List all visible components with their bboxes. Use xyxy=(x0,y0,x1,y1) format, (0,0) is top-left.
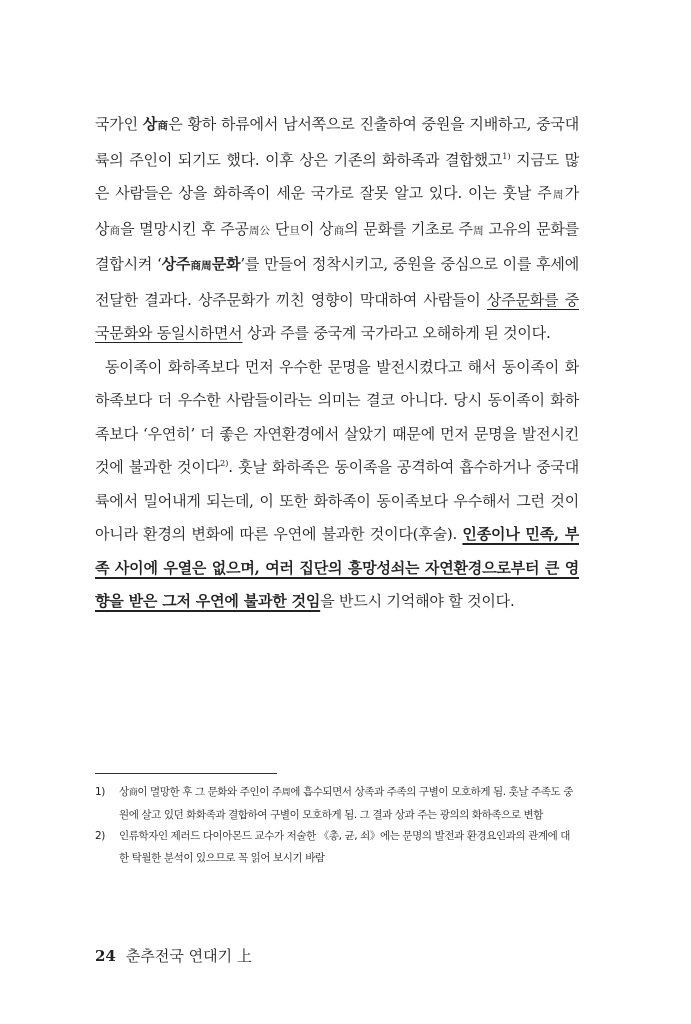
footnote-number: 1) xyxy=(95,786,105,798)
footnote-2 xyxy=(95,826,579,869)
shangzhou-culture-term: 상주商周문화 xyxy=(161,255,241,273)
running-title: 춘추전국 연대기 上 xyxy=(125,947,252,965)
footnotes xyxy=(95,782,579,869)
main-text xyxy=(95,108,579,619)
page-footer xyxy=(95,945,252,966)
footnote-text: 상商이 멸망한 후 그 문화와 주인이 주周에 흡수되면서 상족과 주족의 구별이 모호하게 됨. 훗날 주족도 중원에 살고 있던 화화족과 결합하여 구별이 모호하게 됨. 그 결과 상과 주는 광의의 화하족으로 변함 xyxy=(119,786,573,821)
page-number: 24 xyxy=(95,947,116,965)
footnote-number: 2) xyxy=(95,830,105,842)
underlined-phrase: 상주문화를 중국문화와 동일시하면서 xyxy=(95,290,580,342)
footnote-1 xyxy=(95,782,579,826)
footnote-ref-2[interactable]: 2) xyxy=(219,459,229,469)
paragraph-2: 동이족이 화하족보다 먼저 우수한 문명을 발전시켰다고 해서 동이족이 화하족보다 더 우수한 사람들이라는 의미는 결코 아니다. 당시 동이족이 화하족보다 ‘우연히’ 더 좋은 자연환경에서 살았기 때문에 먼저 문명을 발전시킨 것에 불과한 것이다$^{2)}$. 훗날 화하족은 동이족을 공격하여 흡수하거나 중국대륙에서 밀어내게 되는데, 이 또한 화하족이 동이족보다 우수해서 그런 것이 아니라 환경의 변화에 따른 우연에 불과한 것이다(후술). 인종이나 민족, 부족 사이에 우열은 없으며, 여러 집단의 흥망성쇠는 자연환경으로부터 큰 영향을 받은 그저 우연에 불과한 것임을 반드시 기억해야 할 것이다. xyxy=(95,357,579,610)
shang-term: 상商 xyxy=(142,115,169,133)
footnote-text: 인류학자인 제러드 다이아몬드 교수가 저술한 《총, 균, 쇠》에는 문명의 발전과 환경요인과의 관계에 대한 탁월한 분석이 있으므로 꼭 읽어 보시기 바람 xyxy=(119,830,571,864)
footnote-ref-1[interactable]: 1) xyxy=(502,151,511,162)
paragraph-1: 국가인 상商은 황하 하류에서 남서쪽으로 진출하여 중원을 지배하고, 중국대륙의 주인이 되기도 했다. 이후 상은 기존의 화하족과 결합했고$^{1)}$ 지금도 많은 사람들은 상을 화하족이 세운 국가로 잘못 알고 있다. 이는 훗날 주周가 상商을 멸망시킨 후 주공周公 단旦이 상商의 문화를 기초로 주周 고유의 문화를 결합시켜 ‘상주商周문화’를 만들어 정착시키고, 중원을 중심으로 이를 후세에 전달한 결과다. 상주문화가 끼친 영향이 막대하여 사람들이 상주문화를 중국문화와 동일시하면서 상과 주를 중국계 국가라고 오해하게 된 것이다. xyxy=(95,115,580,342)
emphasis-phrase: 인종이나 민족, 부족 사이에 우열은 없으며, 여러 집단의 흥망성쇠는 자연환경으로부터 큰 영향을 받은 그저 우연에 불과한 것임 xyxy=(95,525,579,610)
footnote-divider xyxy=(95,773,277,774)
